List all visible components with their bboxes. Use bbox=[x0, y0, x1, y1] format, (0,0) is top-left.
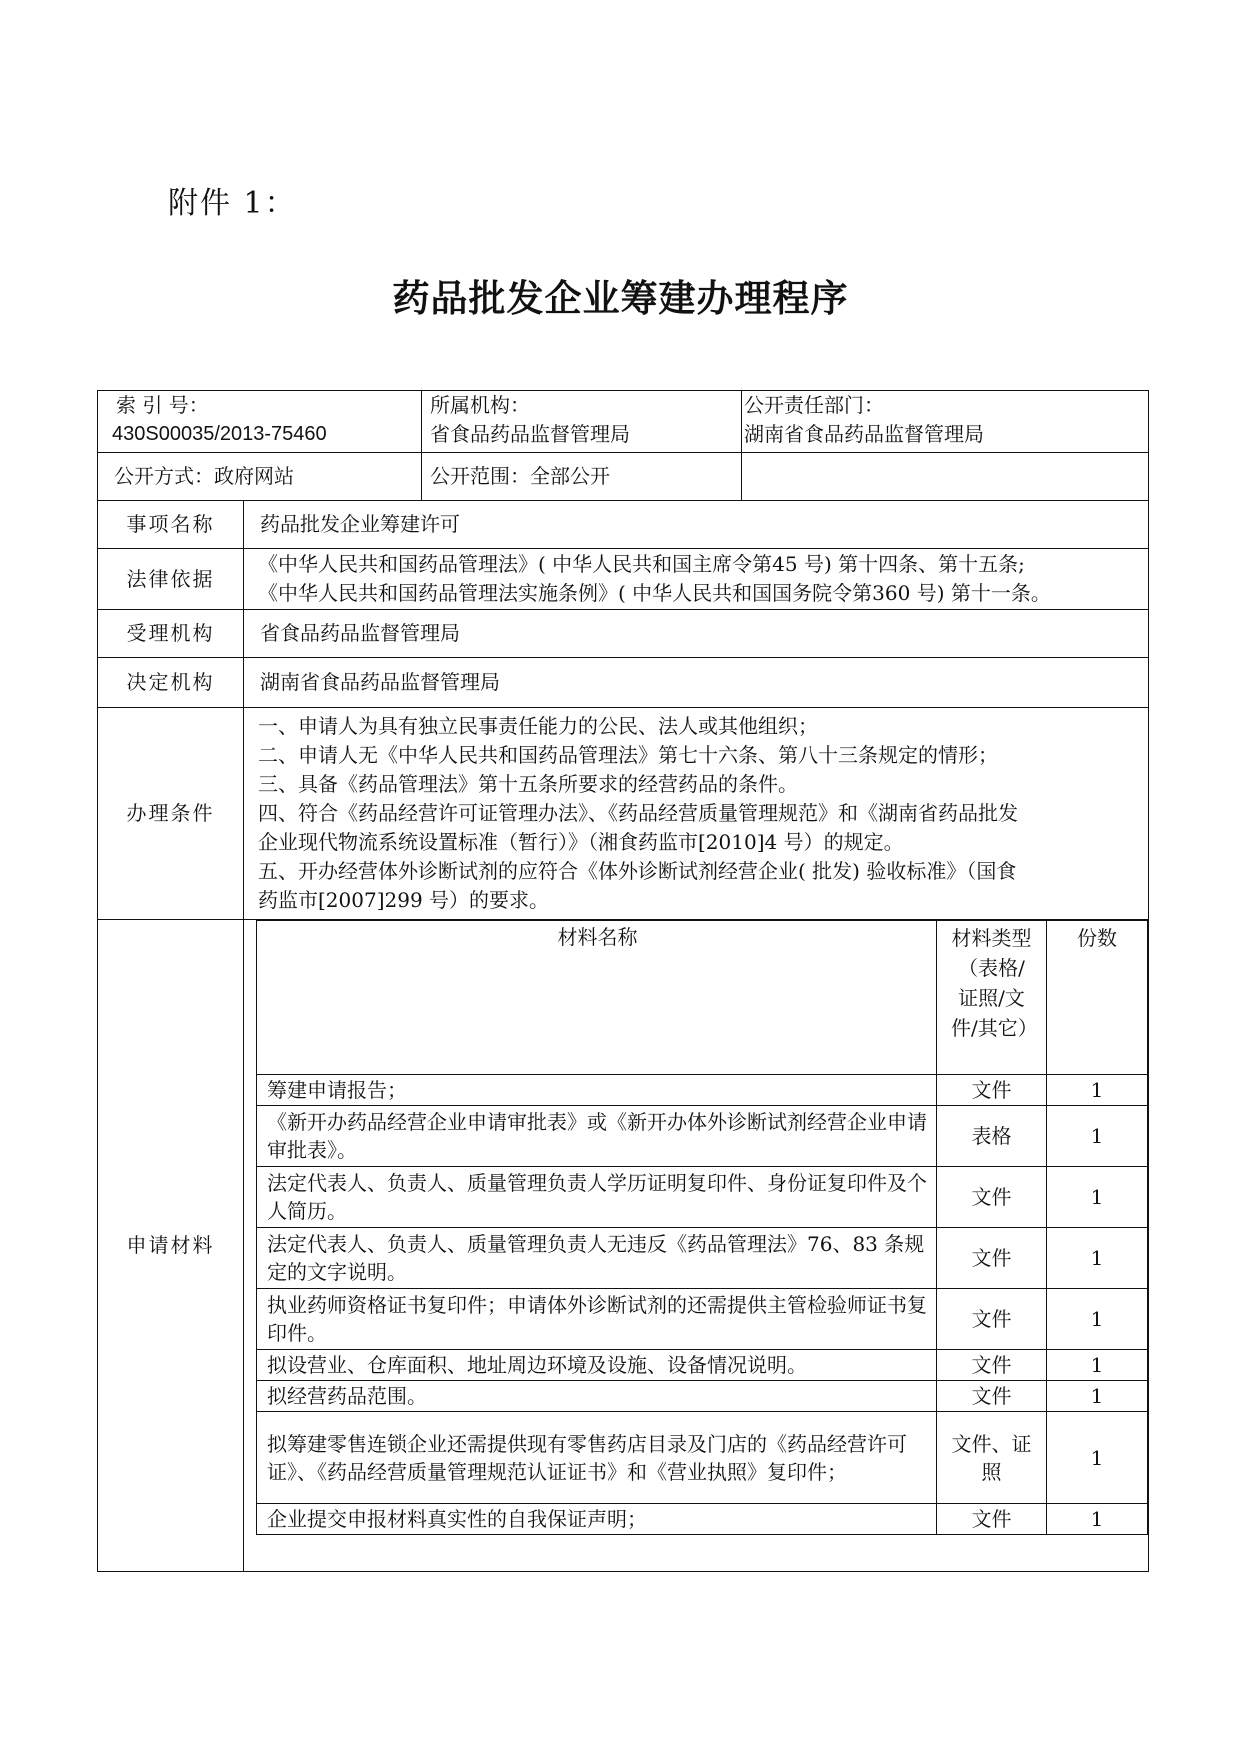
table-row bbox=[257, 1412, 1148, 1504]
decide-value: 湖南省食品药品监督管理局 bbox=[244, 658, 1149, 708]
material-count: 1 bbox=[1047, 1106, 1148, 1167]
item-name-label: 事项名称 bbox=[98, 501, 244, 549]
condition-line: 二、申请人无《中华人民共和国药品管理法》第七十六条、第八十三条规定的情形； bbox=[258, 743, 998, 767]
method-cell: 公开方式：政府网站 bbox=[98, 453, 422, 501]
material-type: 文件 bbox=[937, 1075, 1047, 1106]
materials-table bbox=[256, 920, 1148, 1535]
material-name: 拟经营药品范围。 bbox=[257, 1381, 937, 1412]
material-count: 1 bbox=[1047, 1167, 1148, 1228]
material-type: 文件 bbox=[937, 1381, 1047, 1412]
table-row bbox=[257, 1075, 1148, 1106]
legal-basis-row bbox=[98, 549, 1149, 610]
material-type: 文件 bbox=[937, 1350, 1047, 1381]
table-row bbox=[257, 1228, 1148, 1289]
material-count: 1 bbox=[1047, 1412, 1148, 1504]
table-row bbox=[257, 1289, 1148, 1350]
material-count: 1 bbox=[1047, 1075, 1148, 1106]
condition-line: 三、具备《药品管理法》第十五条所要求的经营药品的条件。 bbox=[258, 772, 798, 796]
materials-cell bbox=[244, 920, 1149, 1572]
item-name-value: 药品批发企业筹建许可 bbox=[244, 501, 1149, 549]
conditions-label: 办理条件 bbox=[98, 708, 244, 920]
table-row bbox=[257, 1381, 1148, 1412]
material-name: 拟设营业、仓库面积、地址周边环境及设施、设备情况说明。 bbox=[257, 1350, 937, 1381]
legal-basis-line-1: 《中华人民共和国药品管理法》( 中华人民共和国主席令第45 号) 第十四条、第十五条; bbox=[258, 552, 1025, 576]
item-name-row bbox=[98, 501, 1149, 549]
header-material-type: 材料类型（表格/证照/文件/其它） bbox=[937, 921, 1047, 1075]
condition-line: 四、符合《药品经营许可证管理办法》、《药品经营质量管理规范》和《湖南省药品批发 bbox=[258, 801, 1018, 825]
material-name: 企业提交申报材料真实性的自我保证声明； bbox=[257, 1504, 937, 1535]
index-cell bbox=[98, 391, 422, 453]
legal-basis-cell bbox=[244, 549, 1149, 610]
accept-value: 省食品药品监督管理局 bbox=[244, 610, 1149, 658]
material-type: 文件、证照 bbox=[937, 1412, 1047, 1504]
material-name: 拟筹建零售连锁企业还需提供现有零售药店目录及门店的《药品经营许可证》、《药品经营质量管理规范认证证书》和《营业执照》复印件； bbox=[257, 1412, 937, 1504]
dept-value: 湖南省食品药品监督管理局 bbox=[744, 422, 984, 446]
meta-row-1 bbox=[98, 391, 1149, 453]
material-name: 执业药师资格证书复印件；申请体外诊断试剂的还需提供主管检验师证书复印件。 bbox=[257, 1289, 937, 1350]
material-name: 《新开办药品经营企业申请审批表》或《新开办体外诊断试剂经营企业申请审批表》。 bbox=[257, 1106, 937, 1167]
material-count: 1 bbox=[1047, 1350, 1148, 1381]
org-label: 所属机构： bbox=[430, 393, 530, 417]
table-row bbox=[257, 1504, 1148, 1535]
material-name: 筹建申请报告； bbox=[257, 1075, 937, 1106]
table-row bbox=[257, 1106, 1148, 1167]
org-cell bbox=[422, 391, 742, 453]
materials-header-row bbox=[257, 921, 1148, 1075]
material-type: 文件 bbox=[937, 1504, 1047, 1535]
table-row bbox=[257, 1350, 1148, 1381]
dept-label: 公开责任部门： bbox=[744, 393, 884, 417]
header-copies: 份数 bbox=[1047, 921, 1148, 1075]
material-type: 文件 bbox=[937, 1228, 1047, 1289]
material-name: 法定代表人、负责人、质量管理负责人无违反《药品管理法》76、83 条规定的文字说明。 bbox=[257, 1228, 937, 1289]
decide-row bbox=[98, 658, 1149, 708]
conditions-row bbox=[98, 708, 1149, 920]
material-count: 1 bbox=[1047, 1381, 1148, 1412]
materials-label: 申请材料 bbox=[98, 920, 244, 1572]
material-type: 文件 bbox=[937, 1289, 1047, 1350]
meta-row-2 bbox=[98, 453, 1149, 501]
org-value: 省食品药品监督管理局 bbox=[430, 422, 630, 446]
condition-line: 五、开办经营体外诊断试剂的应符合《体外诊断试剂经营企业( 批发) 验收标准》（国食 bbox=[258, 859, 1017, 883]
condition-line: 药监市[2007]299 号）的要求。 bbox=[258, 888, 550, 912]
index-value: 430S00035/2013-75460 bbox=[112, 423, 327, 445]
conditions-cell bbox=[244, 708, 1149, 920]
page-title: 药品批发企业筹建办理程序 bbox=[392, 276, 849, 320]
index-label: 索 引 号： bbox=[116, 393, 209, 417]
material-count: 1 bbox=[1047, 1504, 1148, 1535]
scope-cell: 公开范围：全部公开 bbox=[422, 453, 742, 501]
table-row bbox=[257, 1167, 1148, 1228]
dept-cell bbox=[742, 391, 1149, 453]
material-name: 法定代表人、负责人、质量管理负责人学历证明复印件、身份证复印件及个人简历。 bbox=[257, 1167, 937, 1228]
legal-basis-label: 法律依据 bbox=[98, 549, 244, 610]
material-count: 1 bbox=[1047, 1228, 1148, 1289]
attachment-label: 附件 1： bbox=[168, 186, 297, 221]
accept-label: 受理机构 bbox=[98, 610, 244, 658]
header-material-name: 材料名称 bbox=[257, 921, 937, 1075]
condition-line: 企业现代物流系统设置标准（暂行）》（湘食药监市[2010]4 号）的规定。 bbox=[258, 830, 904, 854]
materials-row bbox=[98, 920, 1149, 1572]
empty-cell bbox=[742, 453, 1149, 501]
accept-row bbox=[98, 610, 1149, 658]
material-type: 文件 bbox=[937, 1167, 1047, 1228]
procedure-table bbox=[97, 390, 1149, 1572]
condition-line: 一、申请人为具有独立民事责任能力的公民、法人或其他组织； bbox=[258, 714, 818, 738]
decide-label: 决定机构 bbox=[98, 658, 244, 708]
legal-basis-line-2: 《中华人民共和国药品管理法实施条例》( 中华人民共和国国务院令第360 号) 第十一条。 bbox=[258, 581, 1051, 605]
material-count: 1 bbox=[1047, 1289, 1148, 1350]
material-type: 表格 bbox=[937, 1106, 1047, 1167]
